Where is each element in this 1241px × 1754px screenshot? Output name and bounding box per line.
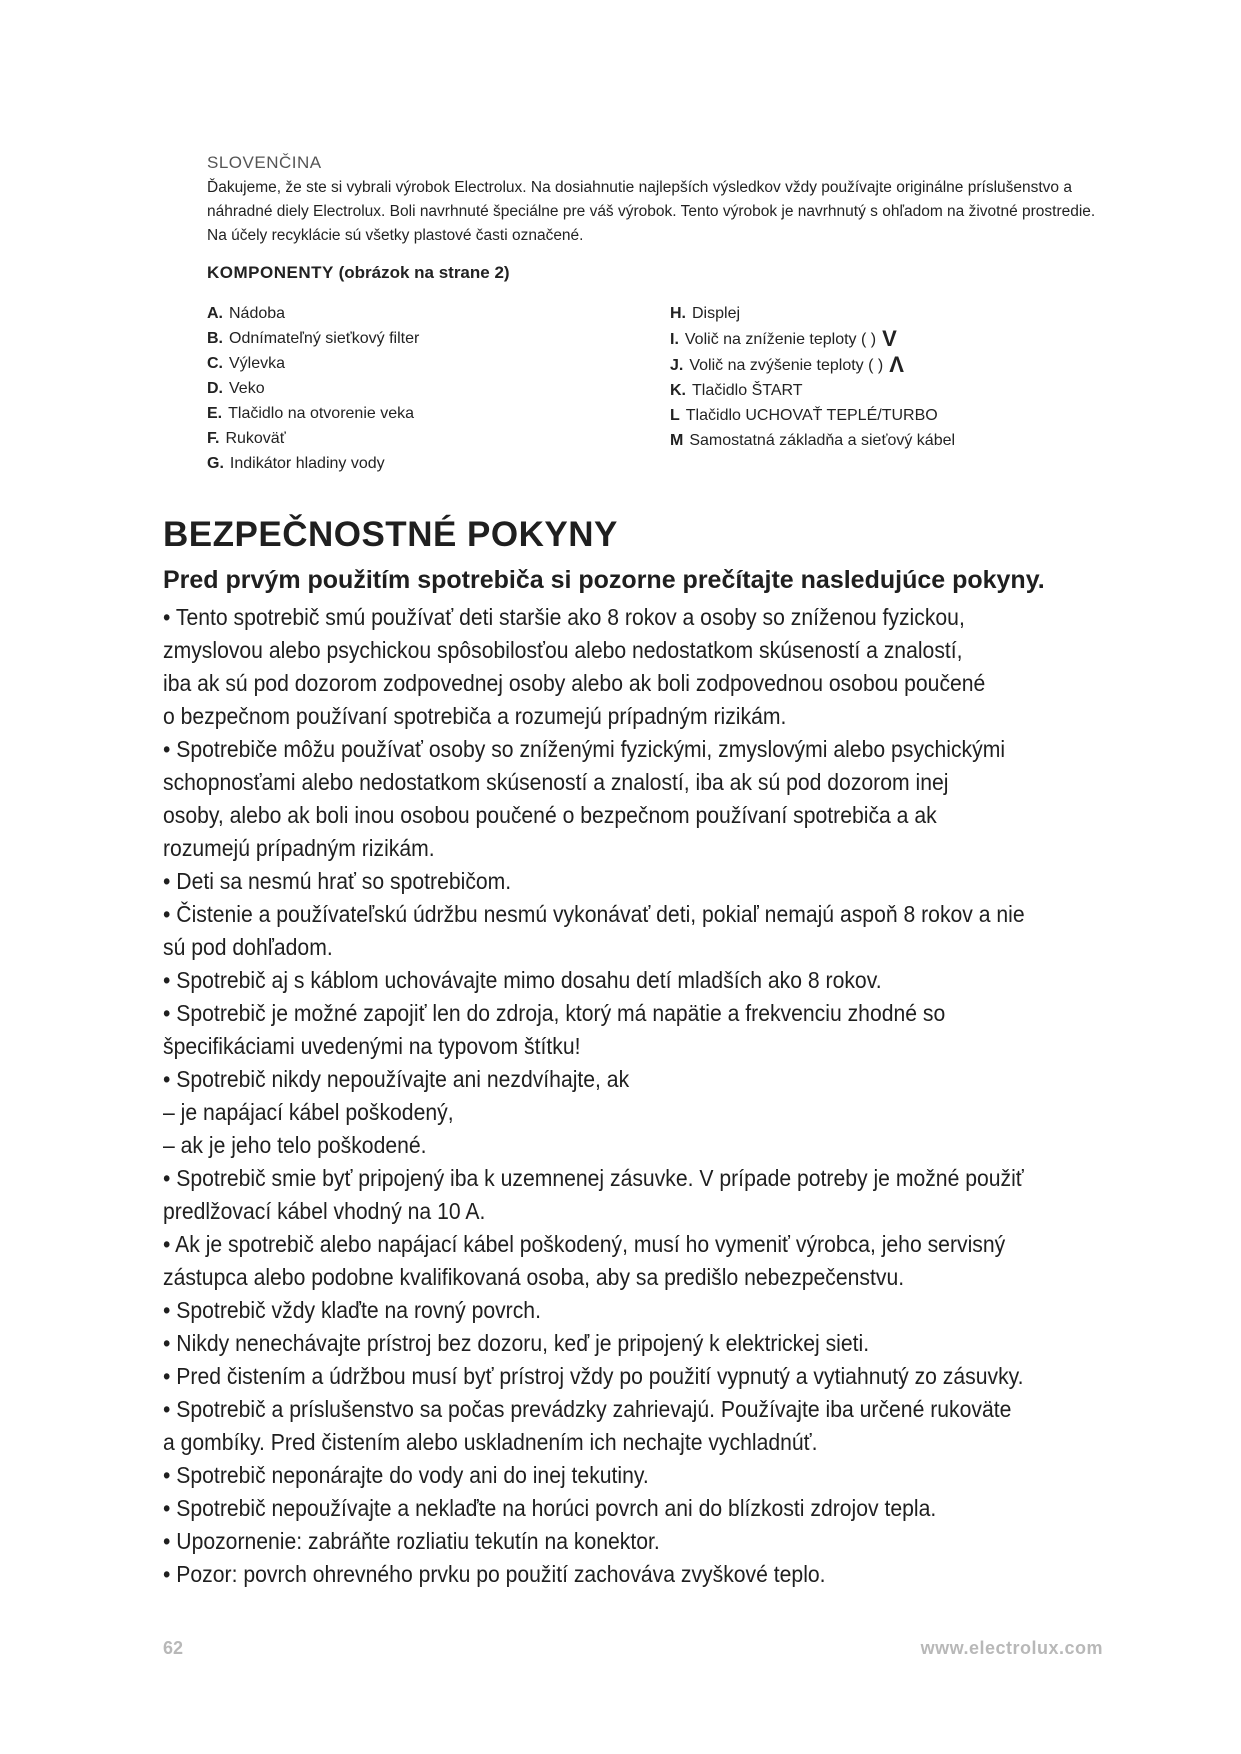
component-item bbox=[670, 428, 955, 453]
chevron-up-icon: Λ bbox=[889, 352, 904, 377]
components-list-right bbox=[670, 301, 955, 453]
component-label: Displej bbox=[692, 305, 741, 322]
components-title: KOMPONENTY bbox=[207, 263, 334, 282]
component-item bbox=[207, 426, 419, 451]
list-item: • Upozornenie: zabráňte rozliatiu tekutín na konektor. bbox=[163, 1528, 660, 1554]
list-item: – ak je jeho telo poškodené. bbox=[163, 1132, 427, 1158]
component-item bbox=[207, 376, 419, 401]
list-item: • Tento spotrebič smú používať deti staršie ako 8 rokov a osoby so zníženou fyzickou, zmyslovou alebo psychickou spôsobilosťou alebo nedostatkom skúseností a znalostí, iba ak sú pod dozorom zodpovednej osoby alebo ak boli zodpovednou osobou poučené o bezpečnom používaní spotrebiča a rozumejú prípadným rizikám. bbox=[163, 604, 986, 729]
component-item bbox=[670, 352, 955, 378]
component-key: G. bbox=[207, 455, 224, 472]
component-key: B. bbox=[207, 330, 223, 347]
component-key: F. bbox=[207, 430, 220, 447]
component-item bbox=[670, 326, 955, 352]
list-item: • Nikdy nenechávajte prístroj bez dozoru, keď je pripojený k elektrickej sieti. bbox=[163, 1330, 870, 1356]
chevron-down-icon: V bbox=[882, 326, 897, 351]
list-item: • Spotrebič neponárajte do vody ani do inej tekutiny. bbox=[163, 1462, 649, 1488]
list-item: • Ak je spotrebič alebo napájací kábel poškodený, musí ho vymeniť výrobca, jeho servisný zástupca alebo podobne kvalifikovaná osoba, aby sa predišlo nebezpečenstvu. bbox=[163, 1231, 1006, 1290]
components-list-left bbox=[207, 301, 419, 476]
list-item: • Spotrebič aj s káblom uchovávajte mimo dosahu detí mladších ako 8 rokov. bbox=[163, 967, 882, 993]
component-item bbox=[207, 301, 419, 326]
list-item: • Spotrebič smie byť pripojený iba k uzemnenej zásuvke. V prípade potreby je možné použiť predlžovací kábel vhodný na 10 A. bbox=[163, 1165, 1024, 1224]
list-item: • Deti sa nesmú hrať so spotrebičom. bbox=[163, 868, 512, 894]
list-item: – je napájací kábel poškodený, bbox=[163, 1099, 454, 1125]
component-key: L bbox=[670, 407, 680, 424]
list-item: • Čistenie a používateľskú údržbu nesmú vykonávať deti, pokiaľ nemajú aspoň 8 rokov a nie sú pod dohľadom. bbox=[163, 901, 1025, 960]
component-key: M bbox=[670, 432, 684, 449]
list-item: • Spotrebič je možné zapojiť len do zdroja, ktorý má napätie a frekvenciu zhodné so špecifikáciami uvedenými na typovom štítku! bbox=[163, 1000, 946, 1059]
component-key: I. bbox=[670, 331, 679, 348]
intro-paragraph: Ďakujeme, že ste si vybrali výrobok Electrolux. Na dosiahnutie najlepších výsledkov vždy používajte originálne príslušenstvo a náhradné diely Electrolux. Boli navrhnuté špeciálne pre váš výrobok. Tento výrobok je navrhnutý s ohľadom na životné prostredie. Na účely recyklácie sú všetky plastové časti označené. bbox=[207, 179, 1096, 244]
components-heading bbox=[207, 263, 510, 283]
safety-subtitle: Pred prvým použitím spotrebiča si pozorne prečítajte nasledujúce pokyny. bbox=[163, 566, 1045, 594]
component-label: Rukoväť bbox=[225, 430, 286, 447]
component-key: K. bbox=[670, 382, 686, 399]
components-subtitle: (obrázok na strane 2) bbox=[338, 263, 510, 282]
component-key: E. bbox=[207, 405, 223, 422]
component-label: Indikátor hladiny vody bbox=[229, 455, 385, 472]
component-key: A. bbox=[207, 305, 223, 322]
component-label: Tlačidlo UCHOVAŤ TEPLÉ/TURBO bbox=[685, 407, 938, 424]
component-item bbox=[670, 403, 955, 428]
component-label: Tlačidlo ŠTART bbox=[692, 382, 803, 399]
component-label: Tlačidlo na otvorenie veka bbox=[228, 405, 415, 422]
component-key: D. bbox=[207, 380, 223, 397]
component-key: C. bbox=[207, 355, 223, 372]
list-item: • Pred čistením a údržbou musí byť prístroj vždy po použití vypnutý a vytiahnutý zo zásuvky. bbox=[163, 1363, 1024, 1389]
component-item bbox=[207, 451, 419, 476]
safety-title: BEZPEČNOSTNÉ POKYNY bbox=[163, 515, 618, 554]
component-item bbox=[670, 301, 955, 326]
component-label: Volič na zvýšenie teploty ( ) bbox=[689, 357, 884, 374]
component-item bbox=[207, 351, 419, 376]
component-label: Výlevka bbox=[229, 355, 286, 372]
page-number: 62 bbox=[163, 1638, 184, 1658]
list-item: • Pozor: povrch ohrevného prvku po použití zachováva zvyškové teplo. bbox=[163, 1561, 826, 1587]
component-item bbox=[207, 326, 419, 351]
language-label: SLOVENČINA bbox=[207, 153, 322, 172]
list-item: • Spotrebič nepoužívajte a neklaďte na horúci povrch ani do blízkosti zdrojov tepla. bbox=[163, 1495, 937, 1521]
safety-list bbox=[163, 601, 1046, 1591]
component-item bbox=[207, 401, 419, 426]
list-item: • Spotrebič vždy klaďte na rovný povrch. bbox=[163, 1297, 541, 1323]
footer-url: www.electrolux.com bbox=[920, 1638, 1103, 1658]
list-item: • Spotrebič nikdy nepoužívajte ani nezdvíhajte, ak bbox=[163, 1066, 630, 1092]
component-item bbox=[670, 378, 955, 403]
component-label: Veko bbox=[229, 380, 265, 397]
list-item: • Spotrebiče môžu používať osoby so zníženými fyzickými, zmyslovými alebo psychickými schopnosťami alebo nedostatkom skúseností a znalostí, iba ak sú pod dozorom inej osoby, alebo ak boli inou osobou poučené o bezpečnom používaní spotrebiča a ak rozumejú prípadným rizikám. bbox=[163, 736, 1006, 861]
component-label: Samostatná základňa a sieťový kábel bbox=[689, 432, 956, 449]
component-label: Nádoba bbox=[229, 305, 286, 322]
component-label: Odnímateľný sieťkový filter bbox=[229, 330, 420, 347]
list-item: • Spotrebič a príslušenstvo sa počas prevádzky zahrievajú. Používajte iba určené rukoväte a gombíky. Pred čistením alebo uskladnením ich nechajte vychladnúť. bbox=[163, 1396, 1012, 1455]
component-key: J. bbox=[670, 357, 684, 374]
component-label: Volič na zníženie teploty ( ) bbox=[684, 331, 877, 348]
component-key: H. bbox=[670, 305, 686, 322]
